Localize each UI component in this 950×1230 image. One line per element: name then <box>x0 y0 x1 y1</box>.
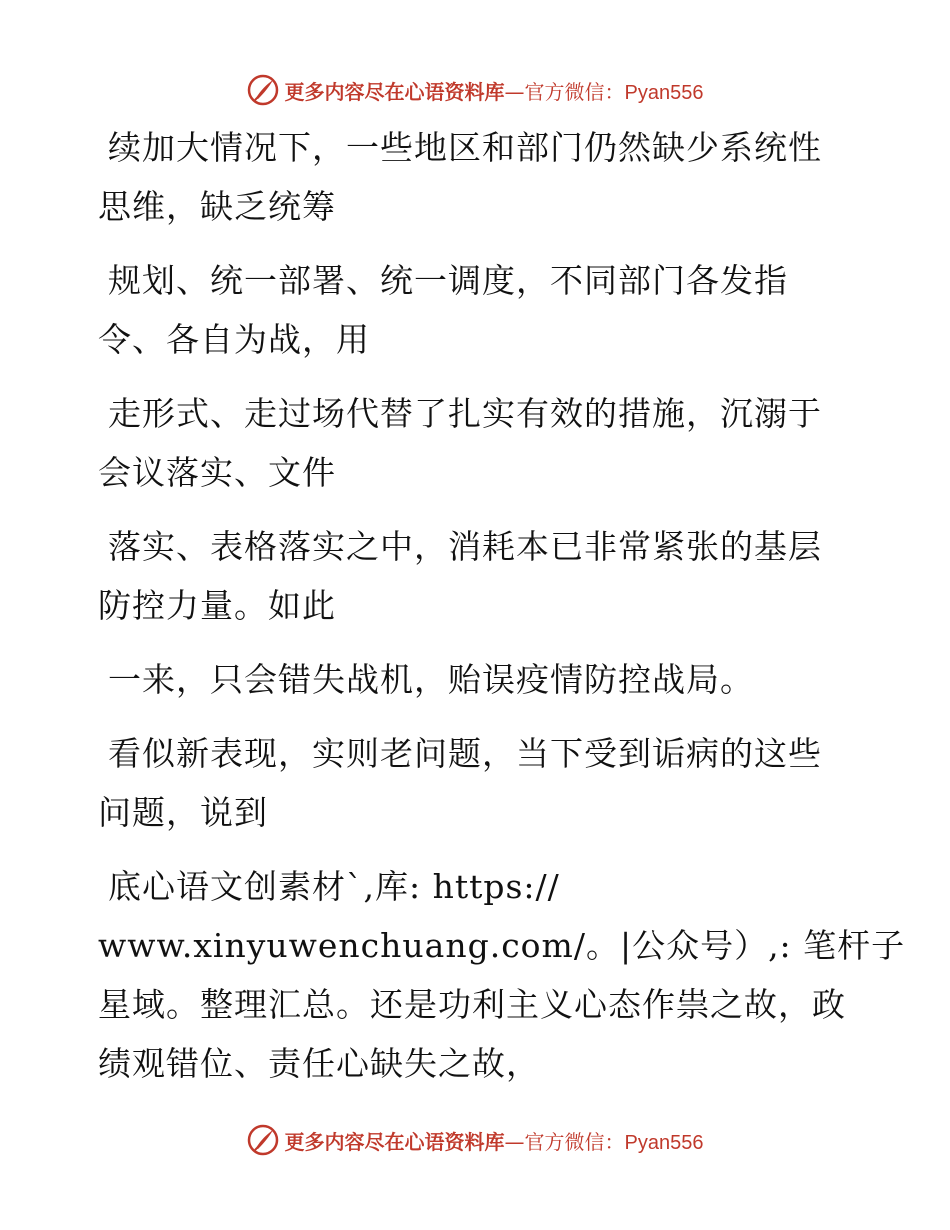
paragraph-2 <box>98 251 858 369</box>
paragraph-line: 落实、表格落实之中，消耗本已非常紧张的基层 <box>108 527 822 566</box>
header-text <box>285 76 704 105</box>
paragraph-line: 看似新表现，实则老问题，当下受到诟病的这些 <box>108 734 822 773</box>
header-separator: — <box>504 79 525 104</box>
header-brand: 更多内容尽在心语资料库 <box>284 79 505 104</box>
paragraph-line: 令、各自为战，用 <box>98 320 370 359</box>
paragraph-line: 问题，说到 <box>98 793 268 832</box>
paragraph-line: 规划、统一部署、统一调度，不同部门各发指 <box>108 261 788 300</box>
paragraph-3 <box>98 384 858 502</box>
paragraph-line: 会议落实、文件 <box>98 453 336 492</box>
paragraph-1 <box>98 118 858 236</box>
paragraph-line: 走形式、走过场代替了扎实有效的措施，沉溺于 <box>108 394 822 433</box>
paragraph-line: 一来，只会错失战机，贻误疫情防控战局。 <box>108 660 754 699</box>
quill-logo-icon <box>247 1124 279 1156</box>
header-wechat-id: Pyan556 <box>624 81 704 104</box>
header-wechat-label: 官方微信： <box>524 79 625 104</box>
paragraph-line: 底心语文创素材`,库: https:// <box>108 867 560 906</box>
paragraph-line: 星域。整理汇总。还是功利主义心态作祟之故，政绩观错位、责任心缺失之故， <box>98 985 846 1083</box>
quill-logo-icon <box>247 74 279 106</box>
paragraph-line: www.xinyuwenchuang.com/。|公众号）,: 笔杆子 <box>98 926 906 965</box>
footer-wechat-label: 官方微信： <box>524 1129 625 1154</box>
footer-separator: — <box>504 1129 525 1154</box>
paragraph-4 <box>98 517 858 635</box>
paragraph-line: 续加大情况下，一些地区和部门仍然缺少系统性 <box>108 128 822 167</box>
paragraph-6 <box>98 724 858 842</box>
paragraph-line: 思维，缺乏统筹 <box>98 187 336 226</box>
footer-brand: 更多内容尽在心语资料库 <box>284 1129 505 1154</box>
footer-banner <box>0 1120 950 1160</box>
paragraph-7 <box>98 857 858 916</box>
footer-wechat-id: Pyan556 <box>624 1131 704 1154</box>
header-banner <box>0 70 950 110</box>
paragraph-5 <box>98 650 858 709</box>
document-body <box>98 118 906 1108</box>
footer-text <box>285 1126 704 1155</box>
paragraph-line: 防控力量。如此 <box>98 586 336 625</box>
paragraph-8 <box>98 916 906 1093</box>
